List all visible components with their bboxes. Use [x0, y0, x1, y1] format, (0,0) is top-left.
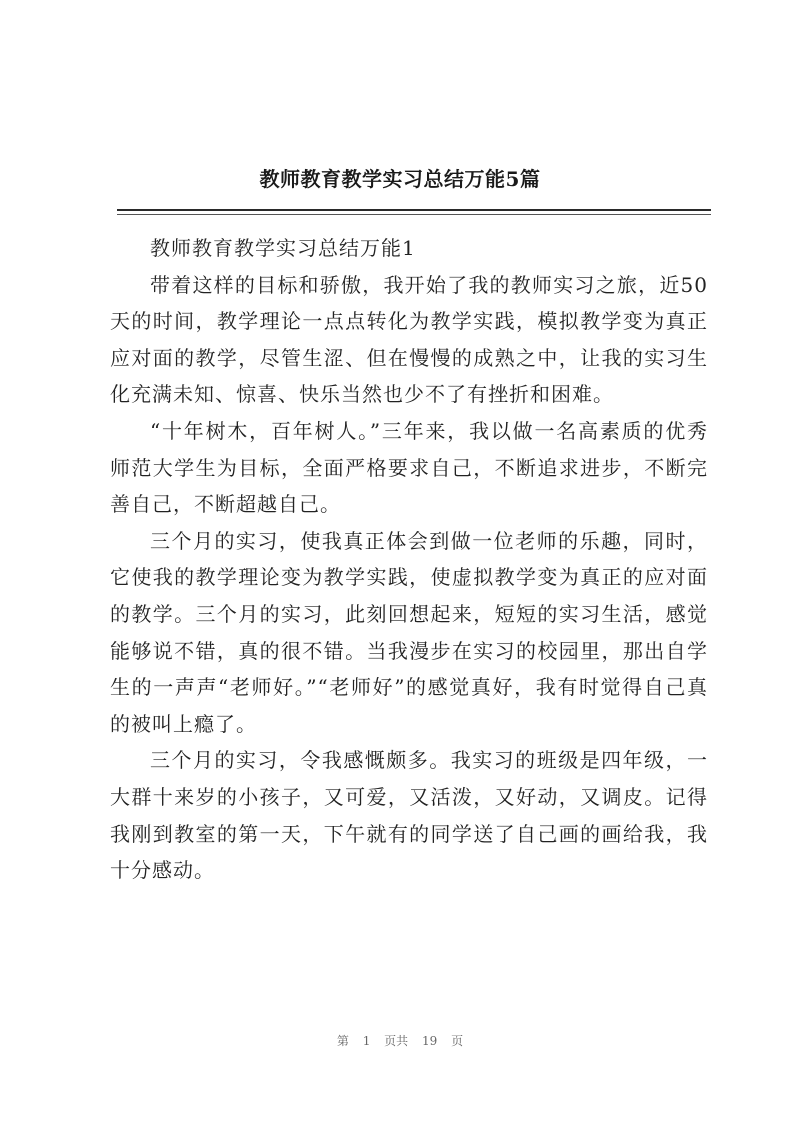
title-divider-thin: [117, 214, 711, 215]
footer-suffix: 页: [451, 1034, 464, 1048]
paragraph: “十年树木，百年树人。”三年来，我以做一名高素质的优秀师范大学生为目标，全面严格要求自己，不断追求进步，不断完善自己，不断超越自己。: [110, 418, 708, 517]
paragraph: 三个月的实习，使我真正体会到做一位老师的乐趣，同时，它使我的教学理论变为教学实践，使虚拟教学变为真正的应对面的教学。三个月的实习，此刻回想起来，短短的实习生活，感觉能够说不错，真的很不错。当我漫步在实习的校园里，那出自学生的一声声“老师好。”“老师好”的感觉真好，我有时觉得自己真的被叫上瘾了。: [110, 528, 708, 736]
footer-total-pages: 19: [422, 1034, 438, 1048]
footer-page-number: 1: [362, 1034, 371, 1048]
document-body: [110, 230, 708, 889]
page-footer: [0, 1032, 800, 1049]
footer-prefix: 第: [336, 1034, 349, 1048]
title-divider-thick: [117, 209, 711, 211]
document-title: 教师教育教学实习总结万能5篇: [259, 167, 541, 191]
section-heading: 教师教育教学实习总结万能1: [150, 236, 416, 260]
paragraph: 三个月的实习，令我感慨颇多。我实习的班级是四年级，一大群十来岁的小孩子，又可爱，又活泼，又好动，又调皮。记得我刚到教室的第一天，下午就有的同学送了自己画的画给我，我十分感动。: [110, 748, 708, 883]
paragraph: 带着这样的目标和骄傲，我开始了我的教师实习之旅，近50天的时间，教学理论一点点转化为教学实践，模拟教学变为真正应对面的教学，尽管生涩、但在慢慢的成熟之中，让我的实习生化充满未知、惊喜、快乐当然也少不了有挫折和困难。: [110, 272, 708, 407]
footer-middle: 页共: [384, 1034, 409, 1048]
